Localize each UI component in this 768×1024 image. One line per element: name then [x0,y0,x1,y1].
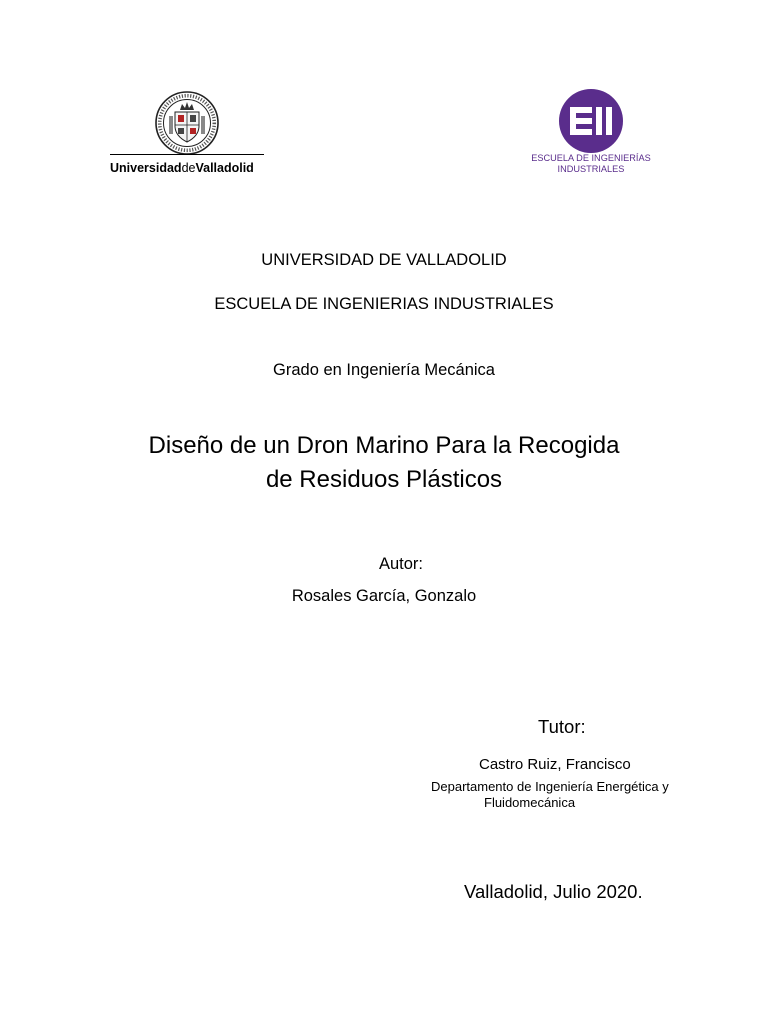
uva-wordmark-part1: Universidad [110,161,182,175]
tutor-name: Castro Ruiz, Francisco [479,756,631,773]
thesis-title-line-1: Diseño de un Dron Marino Para la Recogida [148,432,620,459]
uva-logo [106,86,266,182]
author-name: Rosales García, Gonzalo [291,587,477,605]
tutor-label: Tutor: [538,716,586,737]
eii-logo-line2: INDUSTRIALES [557,164,625,174]
place-and-date: Valladolid, Julio 2020. [464,881,643,902]
uva-wordmark-part3: Valladolid [195,161,254,175]
author-label: Autor: [378,555,424,573]
eii-logo-text [524,153,658,175]
eii-logo-line1: ESCUELA DE INGENIERÍAS [531,153,651,163]
tutor-department-line-1: Departamento de Ingeniería Energética y [431,779,669,794]
school-name: ESCUELA DE INGENIERIAS INDUSTRIALES [214,295,554,313]
thesis-title-line-2: de Residuos Plásticos [265,466,503,493]
uva-logo-divider [110,154,264,155]
uva-seal-icon [154,90,220,156]
uva-wordmark-part2: de [181,161,196,175]
eii-logo-icon [558,88,624,154]
university-name: UNIVERSIDAD DE VALLADOLID [261,251,507,269]
degree-name: Grado en Ingeniería Mecánica [273,361,495,379]
tutor-department-line-2: Fluidomecánica [484,795,576,810]
uva-wordmark [110,161,254,175]
eii-logo [524,88,658,184]
